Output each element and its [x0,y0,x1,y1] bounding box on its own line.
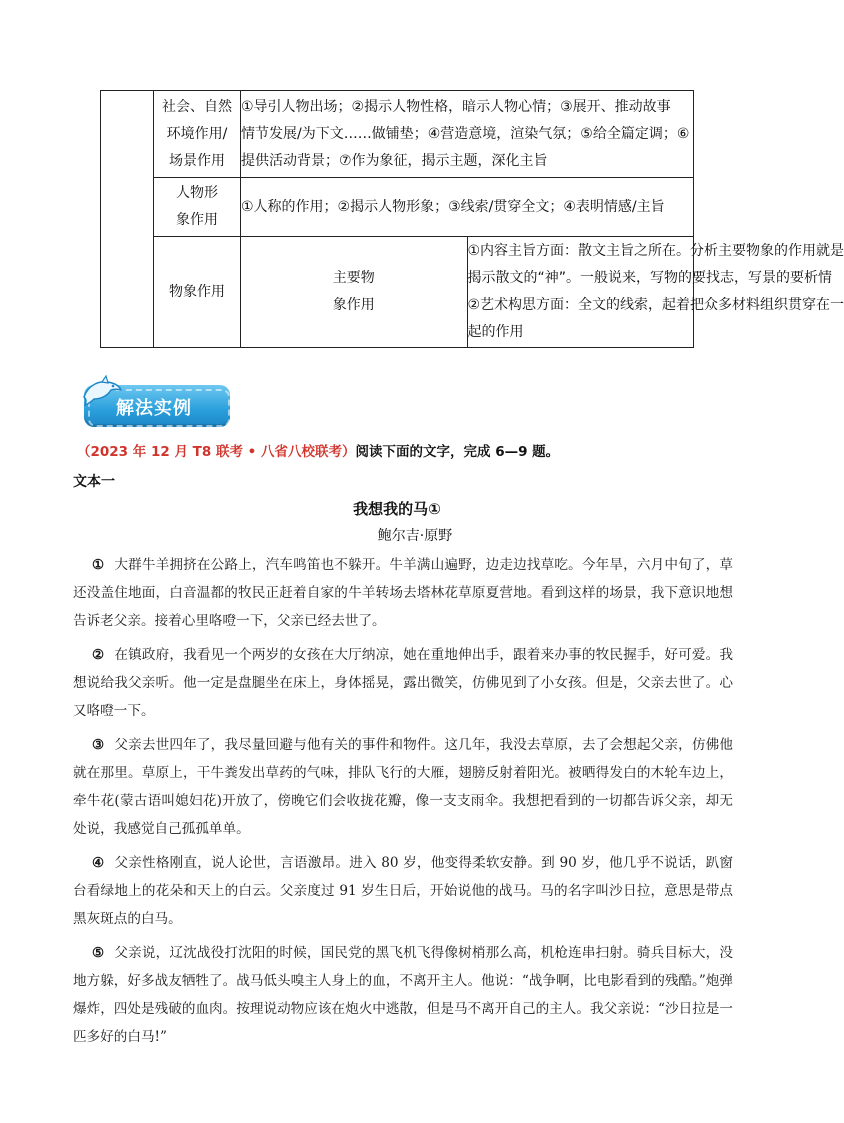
article-title: 我想我的马① [353,500,441,518]
paragraph-number: ① [92,557,105,573]
paragraph-text: 父亲说，辽沈战役打沈阳的时候，国民党的黑飞机飞得像树梢那么高，机枪连串扫射。骑兵目标大，没地方躲，好多战友牺牲了。战马低头嗅主人身上的血，不离开主人。他说：“战争啊，比电影看到的残酷。”炮弹爆炸，四处是残破的血肉。按理说动物应该在炮火中逃散，但是马不离开自己的主人。我父亲说：“沙日拉是一匹多好的白马!” [73,945,733,1045]
content-line: ①内容主旨方面：散文主旨之所在。分析主要物象的作用就是 [467,243,844,259]
article-body [73,551,733,1057]
source-instruction: 阅读下面的文字，完成 6—9 题。 [355,444,560,460]
content-line: ②艺术构思方面：全文的线索，起着把众多材料组织贯穿在一 [467,297,844,313]
content-line: 揭示散文的“神”。一般说来，写物的要找志，写景的要析情 [467,270,833,286]
article-author: 鲍尔吉·原野 [377,528,453,544]
paragraph-text: 父亲去世四年了，我尽量回避与他有关的事件和物件。这几年，我没去草原，去了会想起父亲，仿佛他就在那里。草原上，干牛粪发出草药的气味，排队飞行的大雁，翅膀反射着阳光。被晒得发白的木轮车边上，牵牛花(蒙古语叫媳妇花)开放了，傍晚它们会收拢花瓣，像一支支雨伞。我想把看到的一切都告诉父亲，却无处说，我感觉自己孤孤单单。 [73,737,733,837]
subcategory-line: 象作用 [332,297,375,313]
category-cell [154,237,241,348]
paragraph [73,731,733,843]
table-row [101,237,694,348]
content-cell [241,178,694,237]
text-label: 文本一 [73,474,115,490]
paragraph-number: ④ [92,855,105,871]
paragraph [73,641,733,725]
question-source [77,440,559,460]
content-line: 情节发展/为下文……做铺垫；④营造意境，渲染气氛；⑤给全篇定调；⑥ [241,125,690,142]
category-line: 环境作用/ [166,125,228,142]
content-cell [241,91,694,178]
paragraph [73,849,733,933]
subcategory-cell [241,237,468,348]
paragraph-number: ② [92,647,105,663]
paragraph-number: ⑤ [92,945,105,961]
content-line: 提供活动背景；⑦作为象征，揭示主题，深化主旨 [241,152,548,169]
content-line: ①人称的作用；②揭示人物形象；③线索/贯穿全文；④表明情感/主旨 [241,198,665,215]
category-line: 物象作用 [169,283,225,300]
category-line: 人物形 [176,185,218,201]
category-cell [154,178,241,237]
reference-table [100,90,844,348]
category-cell [154,91,241,178]
paragraph [73,939,733,1051]
badge-label: 解法实例 [116,398,192,419]
blank-cell [101,91,154,348]
category-line: 社会、自然 [162,98,232,115]
section-badge [80,375,230,431]
subcategory-line: 主要物 [332,270,375,286]
paragraph-text: 在镇政府，我看见一个两岁的女孩在大厅纳凉，她在重地伸出手，跟着来办事的牧民握手，好可爱。我想说给我父亲听。他一定是盘腿坐在床上，身体摇晃，露出微笑，仿佛见到了小女孩。但是，父亲去世了。心又咯噔一下。 [73,647,733,719]
paragraph-number: ③ [92,737,105,753]
reference-table-container [100,90,844,348]
content-line: 起的作用 [467,324,524,340]
category-line: 象作用 [176,212,218,228]
paragraph [73,551,733,635]
table-row [101,178,694,237]
table-row [101,91,694,178]
category-line: 场景作用 [169,152,225,169]
content-cell [467,237,844,348]
source-tag: （2023 年 12 月 T8 联考 • 八省八校联考） [77,444,356,460]
paragraph-text: 父亲性格刚直，说人论世，言语激昂。进入 80 岁，他变得柔软安静。到 90 岁，他几乎不说话，趴窗台看绿地上的花朵和天上的白云。父亲度过 91 岁生日后，开始说他的战马。马的名字叫沙日拉，意思是带点黑灰斑点的白马。 [73,855,733,927]
paragraph-text: 大群牛羊拥挤在公路上，汽车鸣笛也不躲开。牛羊满山遍野，边走边找草吃。今年旱，六月中旬了，草还没盖住地面，白音温都的牧民正赶着自家的牛羊转场去塔林花草原夏营地。看到这样的场景，我下意识地想告诉老父亲。接着心里咯噔一下，父亲已经去世了。 [73,557,733,629]
content-line: ①导引人物出场；②揭示人物性格，暗示人物心情；③展开、推动故事 [241,98,671,115]
